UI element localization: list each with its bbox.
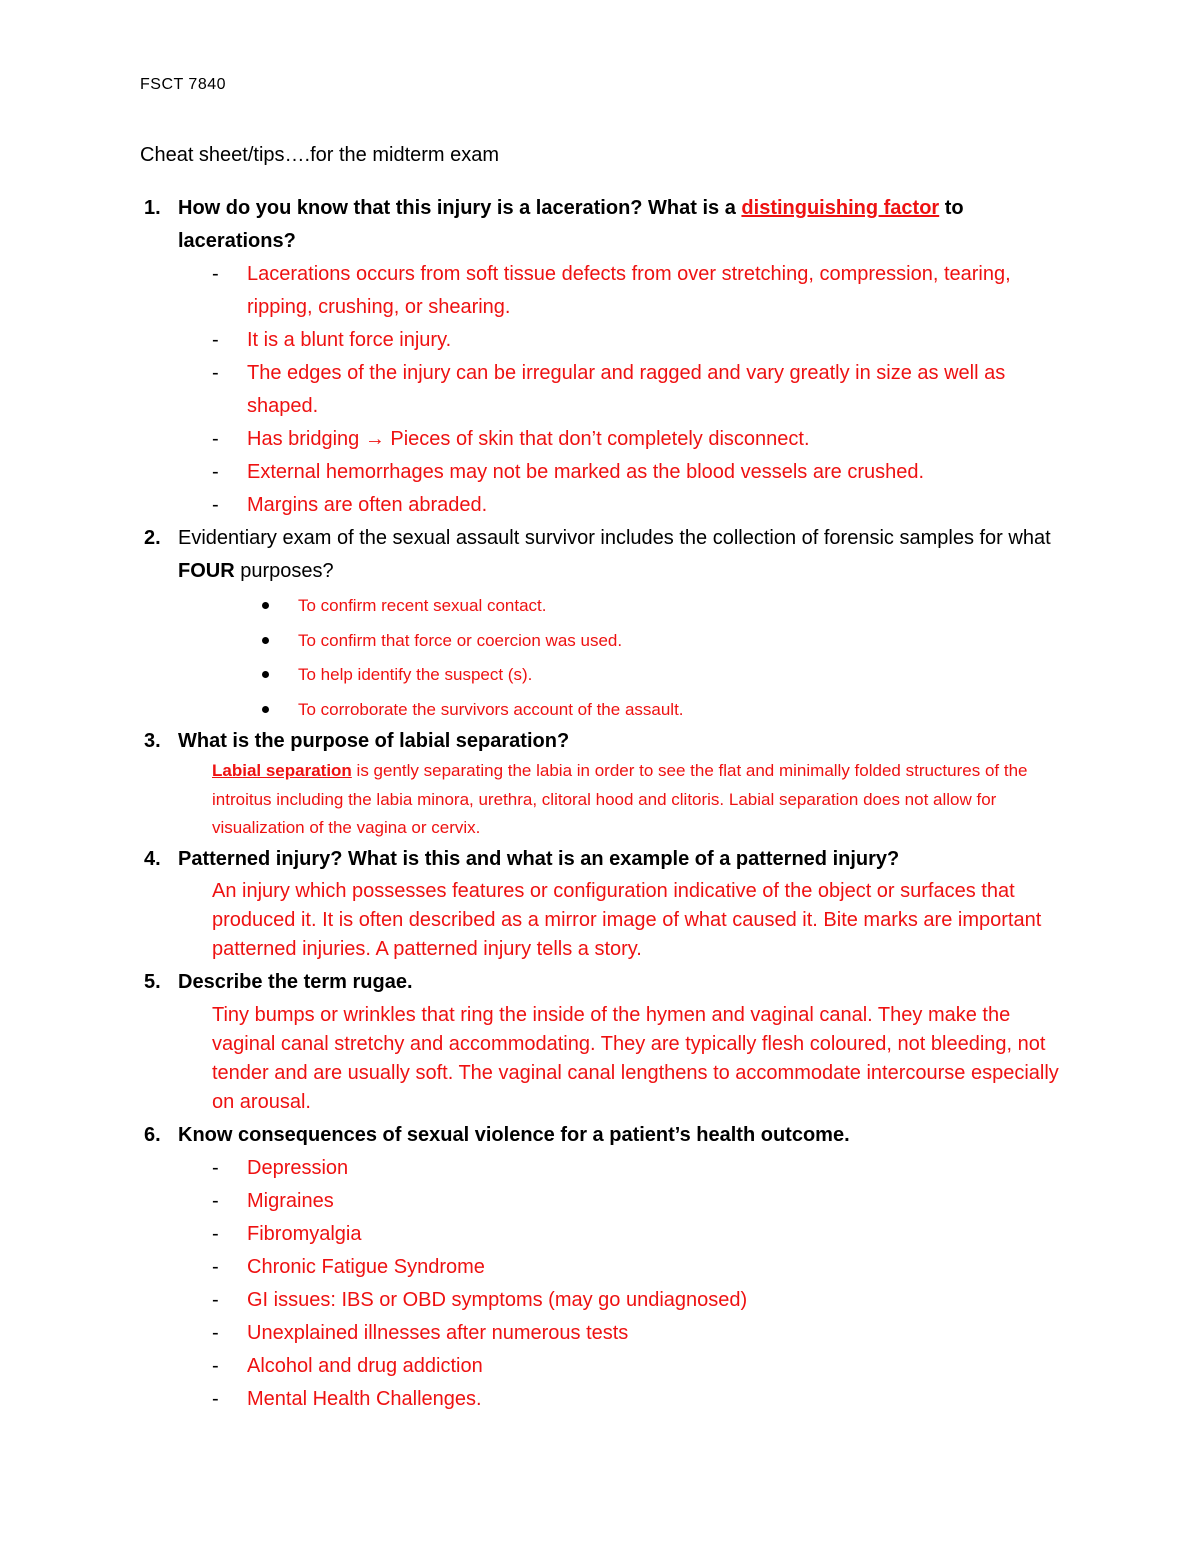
- question-2: [144, 522, 1078, 588]
- list-item: [212, 324, 1032, 357]
- answer-text: Mental Health Challenges.: [247, 1388, 482, 1410]
- answer-text: Fibromyalgia: [247, 1223, 362, 1245]
- list-item: [212, 357, 1032, 423]
- question-4-answer: An injury which possesses features or configuration indicative of the object or surfaces that produced it. It is often described as a mirror image of what caused it. Bite marks are important patterned injuries. A patterned injury tells a story.: [212, 880, 1042, 960]
- answer-text: To confirm that force or coercion was used.: [298, 630, 623, 650]
- dash-marker: -: [212, 494, 219, 516]
- answer-text: GI issues: IBS or OBD symptoms (may go undiagnosed): [247, 1289, 748, 1311]
- dash-marker: -: [212, 461, 219, 483]
- answer-text: To corroborate the survivors account of the assault.: [298, 699, 684, 719]
- question-text: What is the purpose of labial separation?: [178, 730, 570, 752]
- answer-text: Has bridging → Pieces of skin that don’t completely disconnect.: [247, 428, 810, 450]
- list-item: [212, 1218, 1032, 1251]
- dash-marker: -: [212, 1355, 219, 1377]
- bullet-icon: [262, 671, 269, 678]
- question-3-answer: [212, 757, 1042, 843]
- question-number: 3.: [144, 730, 161, 752]
- list-item: [212, 423, 1032, 456]
- answer-text: To confirm recent sexual contact.: [298, 596, 547, 615]
- question-text: to lacerations?: [178, 197, 964, 252]
- question-5-answer: Tiny bumps or wrinkles that ring the inside of the hymen and vaginal canal. They make the vaginal canal stretchy and accommodating. They are typically flesh coloured, not bleeding, not tender and are usually soft. The vaginal canal lengthens to accommodate intercourse especially on arousal.: [212, 1004, 1059, 1113]
- list-item: [212, 1251, 1032, 1284]
- list-item: [212, 1350, 1032, 1383]
- defined-term: Labial separation: [212, 761, 352, 780]
- question-text: How do you know that this injury is a laceration? What is a: [178, 197, 742, 219]
- highlighted-term: distinguishing factor: [741, 197, 940, 219]
- dash-marker: -: [212, 428, 219, 450]
- dash-marker: -: [212, 362, 219, 384]
- question-number: 2.: [144, 527, 161, 549]
- dash-marker: -: [212, 1256, 219, 1278]
- document-subtitle: Cheat sheet/tips….for the midterm exam: [140, 144, 500, 166]
- list-item: [262, 594, 1022, 629]
- dash-marker: -: [212, 1157, 219, 1179]
- list-item: [212, 258, 1032, 324]
- dash-marker: -: [212, 1322, 219, 1344]
- question-6-answers: [212, 1152, 1032, 1416]
- question-text: Describe the term rugae.: [178, 971, 413, 993]
- question-4: [144, 843, 1078, 876]
- list-item: [212, 1317, 1032, 1350]
- question-number: 5.: [144, 971, 161, 993]
- dash-marker: -: [212, 329, 219, 351]
- list-item: [212, 456, 1032, 489]
- question-text: Patterned injury? What is this and what is an example of a patterned injury?: [178, 848, 900, 870]
- answer-text: Chronic Fatigue Syndrome: [247, 1256, 485, 1278]
- dash-marker: -: [212, 263, 219, 285]
- question-1: [144, 192, 1078, 258]
- answer-text: To help identify the suspect (s).: [298, 665, 533, 684]
- question-text: Evidentiary exam of the sexual assault survivor includes the collection of forensic samples for what: [178, 527, 1051, 549]
- question-2-answers: [262, 594, 1022, 732]
- question-5: [144, 966, 1078, 999]
- list-item: [262, 629, 1022, 664]
- answer-text: Depression: [247, 1157, 349, 1179]
- answer-text: The edges of the injury can be irregular and ragged and vary greatly in size as well as shaped.: [247, 362, 1006, 417]
- answer-text: External hemorrhages may not be marked as the blood vessels are crushed.: [247, 461, 925, 483]
- question-text: purposes?: [234, 560, 334, 582]
- answer-text: Unexplained illnesses after numerous tests: [247, 1322, 629, 1344]
- question-3: [144, 725, 1078, 758]
- list-item: [212, 1185, 1032, 1218]
- dash-marker: -: [212, 1289, 219, 1311]
- list-item: [212, 1152, 1032, 1185]
- list-item: [212, 1284, 1032, 1317]
- list-item: [212, 489, 1032, 522]
- answer-text: Margins are often abraded.: [247, 494, 488, 516]
- question-number: 4.: [144, 848, 161, 870]
- answer-text: Alcohol and drug addiction: [247, 1355, 483, 1377]
- bullet-icon: [262, 602, 269, 609]
- question-1-answers: [212, 258, 1032, 522]
- question-number: 6.: [144, 1124, 161, 1146]
- bullet-icon: [262, 637, 269, 644]
- question-6: [144, 1119, 1078, 1152]
- bullet-icon: [262, 706, 269, 713]
- answer-text: It is a blunt force injury.: [247, 329, 452, 351]
- list-item: [212, 1383, 1032, 1416]
- answer-text: Migraines: [247, 1190, 334, 1212]
- answer-text: Lacerations occurs from soft tissue defects from over stretching, compression, tearing, ripping, crushing, or shearing.: [247, 263, 1011, 318]
- dash-marker: -: [212, 1223, 219, 1245]
- list-item: [262, 663, 1022, 698]
- question-text: Know consequences of sexual violence for a patient’s health outcome.: [178, 1124, 850, 1146]
- dash-marker: -: [212, 1388, 219, 1410]
- dash-marker: -: [212, 1190, 219, 1212]
- question-number: 1.: [144, 197, 161, 219]
- course-code-header: FSCT 7840: [140, 76, 227, 93]
- answer-text: is gently separating the labia in order to see the flat and minimally folded structures of the introitus including the labia minora, urethra, clitoral hood and clitoris. Labial separation does not allow for visualization of the vagina or cervix.: [212, 761, 1028, 837]
- emphasis-word: FOUR: [178, 560, 235, 582]
